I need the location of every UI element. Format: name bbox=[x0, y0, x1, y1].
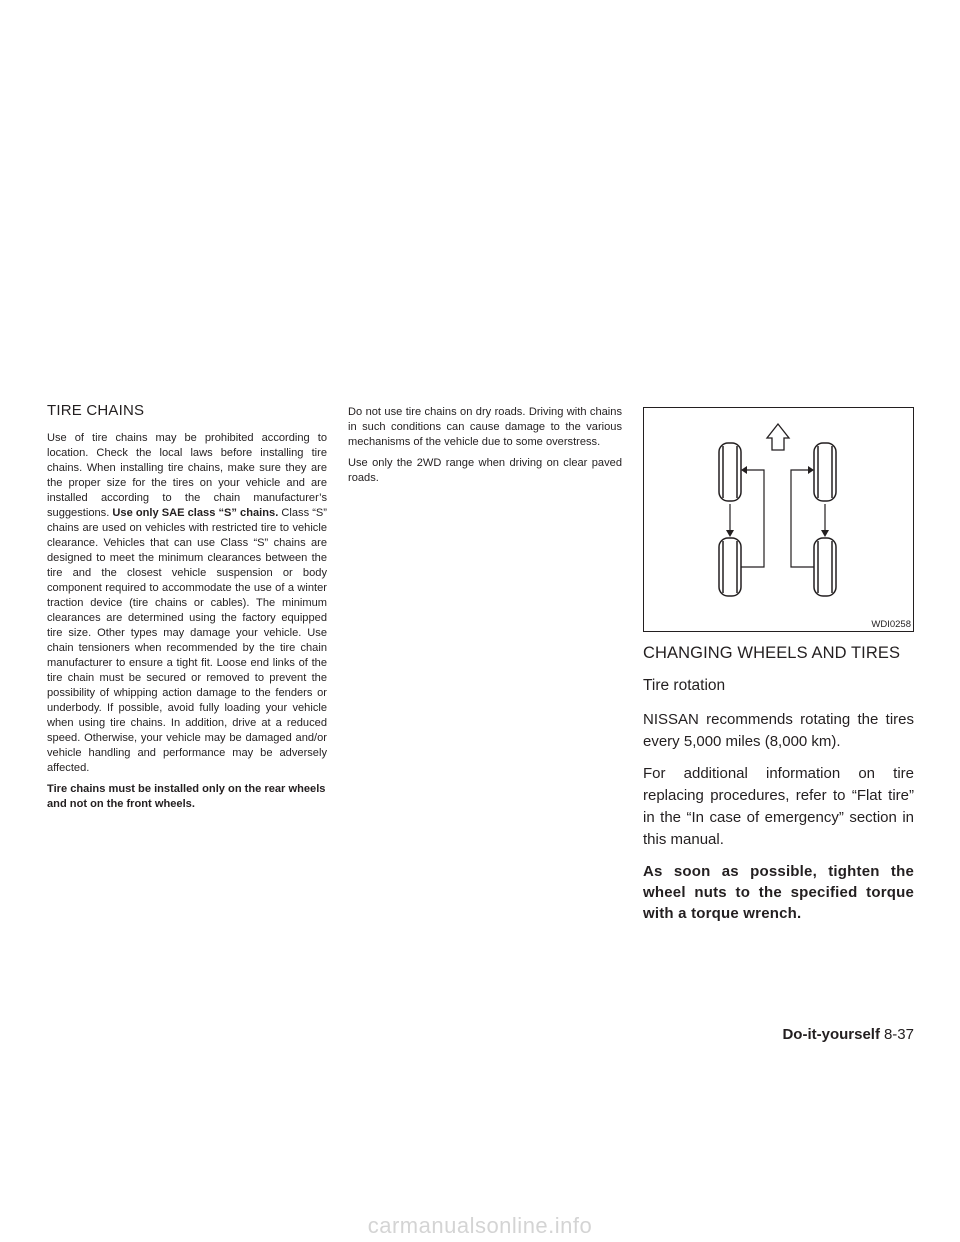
tire-chains-column-2 bbox=[348, 405, 622, 492]
forward-arrow-icon bbox=[767, 424, 789, 450]
tire-rotation-heading: Tire rotation bbox=[643, 677, 726, 694]
tire-icon bbox=[719, 443, 741, 501]
watermark: carmanualsonline.info bbox=[367, 1213, 593, 1238]
additional-info-paragraph: For additional information on tire replacing procedures, refer to “Flat tire” in the “In case of emergency” section in this manual. bbox=[643, 765, 914, 848]
tire-icon bbox=[814, 443, 836, 501]
torque-warning: As soon as possible, tighten the wheel nuts to the specified torque with a torque wrench. bbox=[643, 863, 914, 922]
rear-wheels-warning: Tire chains must be installed only on the rear wheels and not on the front wheels. bbox=[47, 783, 326, 810]
para-text: Use of tire chains may be prohibited according to location. Check the local laws before installing tire chains. When installing tire chains, make sure they are the proper size for the tires on your vehicle and are installed according to the chain manufacturer’s suggestions. bbox=[47, 432, 327, 519]
tire-chains-heading: TIRE CHAINS bbox=[47, 402, 145, 419]
tire-rotation-figure bbox=[643, 407, 914, 632]
tire-chains-column bbox=[47, 402, 327, 812]
changing-wheels-heading: CHANGING WHEELS AND TIRES bbox=[643, 644, 901, 662]
para-text-continued: Class “S” chains are used on vehicles with restricted tire to vehicle clearance. Vehicles that can use Class “S” chains are designed to meet the minimum clearances between the tire and the closest vehicle suspension or body component required to accommodate the use of a winter traction device (tire chains or cables). The minimum clearances are determined using the factory equipped tire size. Other types may damage your vehicle. Use chain tensioners when recommended by the tire chain manufacturer to ensure a tight fit. Loose end links of the tire chain must be secured or removed to prevent the possibility of whipping action damage to the fenders or underbody. If possible, avoid fully loading your vehicle when using tire chains. In addition, drive at a reduced speed. Otherwise, your vehicle may be damaged and/or vehicle handling and performance may be adversely affected. bbox=[47, 507, 328, 774]
tire-icon bbox=[814, 538, 836, 596]
rotation-arrow-icon bbox=[730, 470, 825, 567]
sae-emphasis: Use only SAE class “S” chains. bbox=[112, 507, 279, 519]
2wd-paragraph: Use only the 2WD range when driving on clear paved roads. bbox=[348, 457, 622, 484]
tire-chains-paragraph bbox=[47, 431, 327, 776]
changing-wheels-column bbox=[643, 407, 914, 924]
footer-section: Do-it-yourself bbox=[782, 1026, 880, 1043]
rotation-interval-paragraph: NISSAN recommends rotating the tires every 5,000 miles (8,000 km). bbox=[643, 711, 914, 750]
dry-roads-paragraph: Do not use tire chains on dry roads. Driving with chains in such conditions can cause damage to the various mechanisms of the vehicle due to some overstress. bbox=[348, 406, 622, 448]
page-number: 8-37 bbox=[883, 1026, 914, 1043]
tire-rotation-diagram bbox=[644, 408, 915, 633]
page-footer bbox=[782, 1026, 914, 1043]
tire-icon bbox=[719, 538, 741, 596]
figure-label: WDI0258 bbox=[871, 619, 911, 630]
